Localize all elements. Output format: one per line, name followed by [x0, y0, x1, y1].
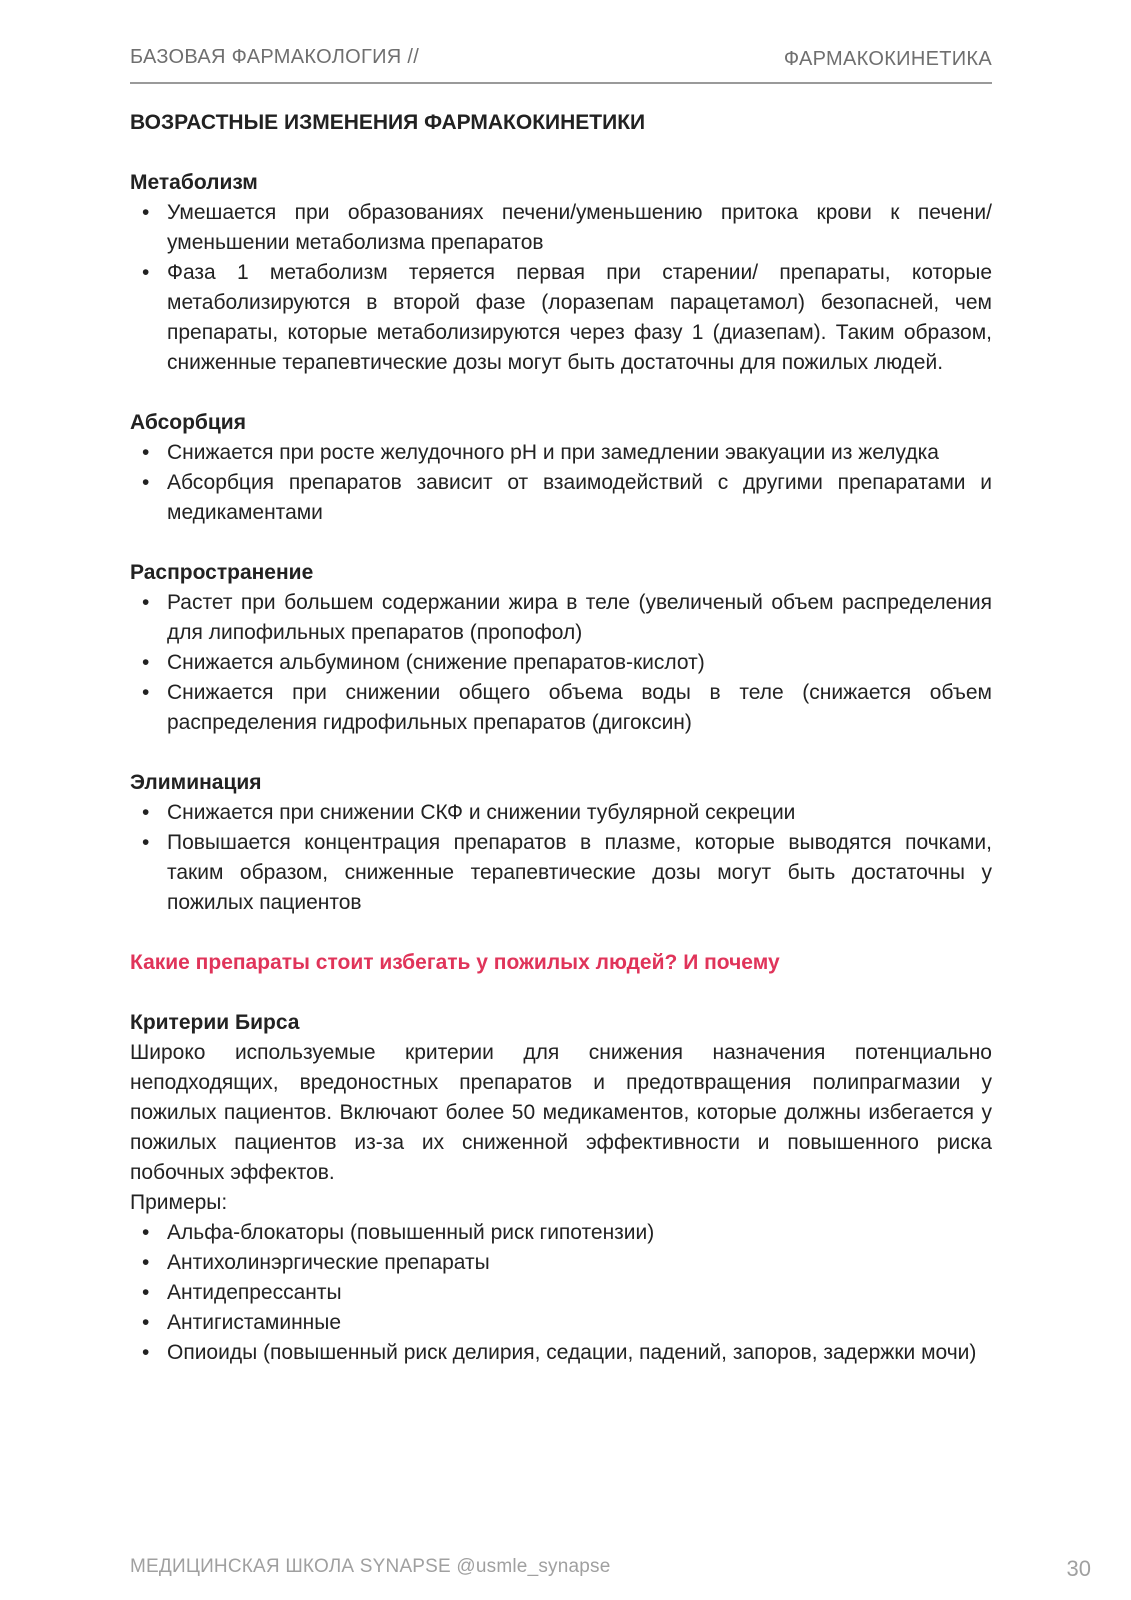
bullet-icon: •: [142, 831, 150, 854]
list-item: [130, 798, 992, 828]
list-item-text: Альфа-блокаторы (повышенный риск гипотензии): [167, 1221, 655, 1244]
bullet-icon: •: [142, 471, 150, 494]
list-item: [130, 588, 992, 648]
bullet-icon: •: [142, 1251, 150, 1274]
beers-description: Широко используемые критерии для снижения назначения потенциально неподходящих, вредоностных препаратов и предотвращения полипрагмазии у пожилых пациентов. Включают более 50 медикаментов, которые должны избегается у пожилых пациентов из-за их сниженной эффективности и повышенного риска побочных эффектов.: [130, 1041, 992, 1184]
page-number: 30: [1066, 1556, 1091, 1581]
bullet-icon: •: [142, 1341, 150, 1364]
list-item: [130, 648, 992, 678]
section-heading: Распространение: [130, 561, 314, 584]
bullet-icon: •: [142, 591, 150, 614]
page-title: ВОЗРАСТНЫЕ ИЗМЕНЕНИЯ ФАРМАКОКИНЕТИКИ: [130, 111, 646, 134]
examples-label: Примеры:: [130, 1191, 228, 1214]
list-item-text: Абсорбция препаратов зависит от взаимодействий с другими препаратами и медикаментами: [167, 471, 992, 524]
list-item-text: Антигистаминные: [167, 1311, 342, 1334]
bullet-icon: •: [142, 681, 150, 704]
bullet-icon: •: [142, 261, 150, 284]
highlighted-question: Какие препараты стоит избегать у пожилых людей? И почему: [130, 951, 780, 974]
page-header: [130, 44, 992, 84]
section-heading: Абсорбция: [130, 411, 246, 434]
list-item: [130, 258, 992, 378]
list-item-text: Повышается концентрация препаратов в плазме, которые выводятся почками, таким образом, сниженные терапевтические дозы могут быть достаточны у пожилых пациентов: [167, 831, 992, 914]
list-item: [130, 468, 992, 528]
bullet-list: [130, 438, 992, 528]
header-chapter-title: ФАРМАКОКИНЕТИКА: [783, 48, 992, 70]
bullet-icon: •: [142, 1311, 150, 1334]
page-content: [130, 108, 992, 1398]
list-item-text: Снижается при снижении общего объема воды в теле (снижается объем распределения гидрофильных препаратов (дигоксин): [167, 681, 992, 734]
list-item: [130, 828, 992, 918]
bullet-list: [130, 198, 992, 378]
list-item: [130, 1308, 992, 1338]
section-heading: Элиминация: [130, 771, 262, 794]
section-heading: Критерии Бирса: [130, 1011, 300, 1034]
list-item-text: Антихолинэргические препараты: [167, 1251, 490, 1274]
bullet-icon: •: [142, 801, 150, 824]
list-item: [130, 438, 992, 468]
list-item: [130, 1218, 992, 1248]
section-absorption: [130, 408, 992, 528]
bullet-list: [130, 798, 992, 918]
list-item: [130, 198, 992, 258]
bullet-icon: •: [142, 201, 150, 224]
list-item: [130, 1278, 992, 1308]
bullet-icon: •: [142, 1221, 150, 1244]
list-item-text: Опиоиды (повышенный риск делирия, седации, падений, запоров, задержки мочи): [167, 1341, 977, 1364]
list-item-text: Растет при большем содержании жира в теле (увеличеный объем распределения для липофильных препаратов (пропофол): [167, 591, 992, 644]
bullet-icon: •: [142, 441, 150, 464]
bullet-icon: •: [142, 1281, 150, 1304]
list-item: [130, 1338, 992, 1368]
list-item-text: Антидепрессанты: [167, 1281, 342, 1304]
list-item: [130, 1248, 992, 1278]
list-item-text: Снижается альбумином (снижение препаратов-кислот): [167, 651, 705, 674]
bullet-icon: •: [142, 651, 150, 674]
section-metabolism: [130, 168, 992, 378]
header-course-title: БАЗОВАЯ ФАРМАКОЛОГИЯ //: [130, 46, 420, 68]
bullet-list: [130, 588, 992, 738]
list-item: [130, 678, 992, 738]
list-item-text: Фаза 1 метаболизм теряется первая при старении/ препараты, которые метаболизируются в второй фазе (лоразепам парацетамол) безопасней, чем препараты, которые метаболизируются через фазу 1 (диазепам). Таким образом, сниженные терапевтические дозы могут быть достаточны для пожилых людей.: [167, 261, 992, 374]
section-distribution: [130, 558, 992, 738]
list-item-text: Умешается при образованиях печени/уменьшению притока крови к печени/уменьшении метаболизма препаратов: [167, 201, 992, 254]
section-heading: Метаболизм: [130, 171, 258, 194]
section-elimination: [130, 768, 992, 918]
list-item-text: Снижается при снижении СКФ и снижении тубулярной секреции: [167, 801, 796, 824]
list-item-text: Снижается при росте желудочного pH и при замедлении эвакуации из желудка: [167, 441, 939, 464]
section-beers-criteria: [130, 1008, 992, 1368]
bullet-list: [130, 1218, 992, 1368]
page-footer: МЕДИЦИНСКАЯ ШКОЛА SYNAPSE @usmle_synapse: [130, 1556, 611, 1577]
